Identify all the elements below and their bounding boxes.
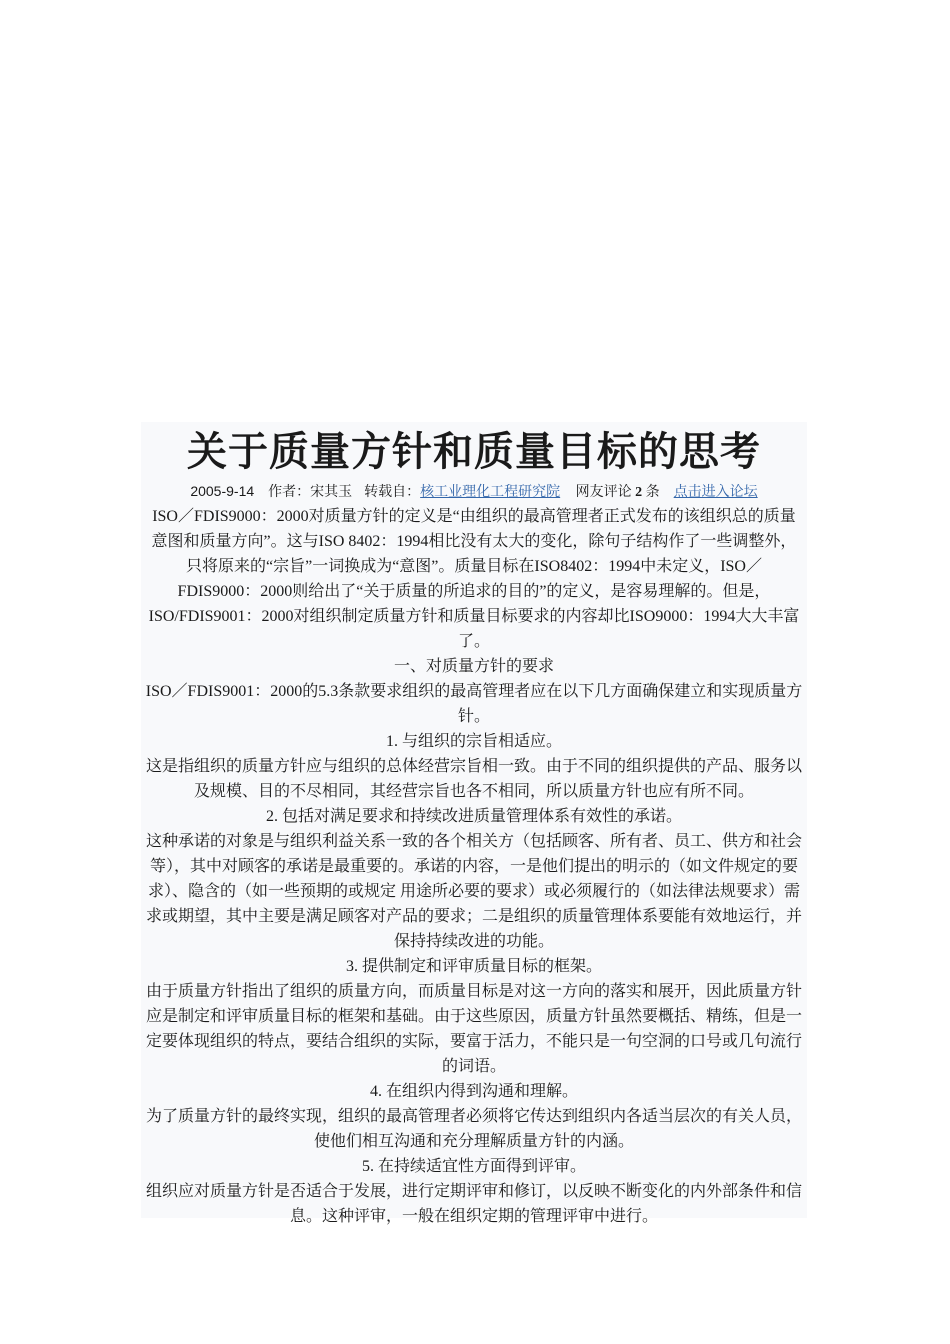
paragraph: 由于质量方针指出了组织的质量方向，而质量目标是对这一方向的落实和展开，因此质量方针应是制定和评审质量目标的框架和基础。由于这些原因，质量方针虽然要概括、精练，但是一定要体现组织的特点，要结合组织的实际，要富于活力，不能只是一句空洞的口号或几句流行的词语。 (145, 983, 802, 1075)
article (141, 422, 807, 1225)
source-label: 转载自： (364, 485, 421, 500)
paragraph: 为了质量方针的最终实现，组织的最高管理者必须将它传达到组织内各适当层次的有关人员，使他们相互沟通和充分理解质量方针的内涵。 (145, 1108, 802, 1150)
article-title: 关于质量方针和质量目标的思考 (187, 428, 761, 475)
article-meta (141, 480, 807, 504)
item-heading: 3. 提供制定和评审质量目标的框架。 (345, 958, 602, 975)
author: 作者：宋其玉 (268, 485, 353, 500)
comments-count: 2 (635, 485, 643, 500)
paragraph: 这种承诺的对象是与组织利益关系一致的各个相关方（包括顾客、所有者、员工、供方和社会等），其中对顾客的承诺是最重要的。承诺的内容，一是他们提出的明示的（如文件规定的要求）、隐含的（如一些预期的或规定 用途所必要的要求）或必须履行的（如法律法规要求）需求或期望，其中主要是满足顾客对产品的要求；二是组织的质量管理体系要能有效地运行，并保持持续改进的功能。 (145, 833, 802, 950)
paragraph: ISO／FDIS9001：2000的5.3条款要求组织的最高管理者应在以下几方面确保建立和实现质量方针。 (145, 683, 803, 725)
comments-unit: 条 (645, 485, 660, 500)
forum-link[interactable]: 点击进入论坛 (673, 485, 758, 500)
paragraph: 这是指组织的质量方针应与组织的总体经营宗旨相一致。由于不同的组织提供的产品、服务以及规模、目的不尽相同，其经营宗旨也各不相同，所以质量方针也应有所不同。 (145, 758, 802, 800)
source-link[interactable]: 核工业理化工程研究院 (420, 485, 561, 500)
paragraph: 组织应对质量方针是否适合于发展，进行定期评审和修订，以反映不断变化的内外部条件和信息。这种评审，一般在组织定期的管理评审中进行。 (145, 1183, 802, 1225)
comments-label: 网友评论 (575, 485, 632, 500)
intro-paragraph: ISO／FDIS9000：2000对质量方针的定义是“由组织的最高管理者正式发布的该组织总的质量意图和质量方向”。这与ISO 8402：1994相比没有太大的变化，除句子结构作了一些调整外，只将原来的“宗旨”一词换成为“意图”。质量目标在ISO8402：1994中未定义，ISO／FDIS9000：2000则给出了“关于质量的所追求的目的”的定义，是容易理解的。但是，ISO/FDIS9001：2000对组织制定质量方针和质量目标要求的内容却比ISO9000：1994大大丰富了。 (148, 508, 800, 650)
publish-date: 2005-9-14 (190, 483, 255, 499)
item-heading: 2. 包括对满足要求和持续改进质量管理体系有效性的承诺。 (265, 808, 682, 825)
item-heading: 1. 与组织的宗旨相适应。 (385, 733, 562, 750)
section-heading: 一、对质量方针的要求 (393, 658, 554, 675)
item-heading: 4. 在组织内得到沟通和理解。 (369, 1083, 578, 1100)
article-body (141, 504, 807, 1229)
item-heading: 5. 在持续适宜性方面得到评审。 (361, 1158, 586, 1175)
